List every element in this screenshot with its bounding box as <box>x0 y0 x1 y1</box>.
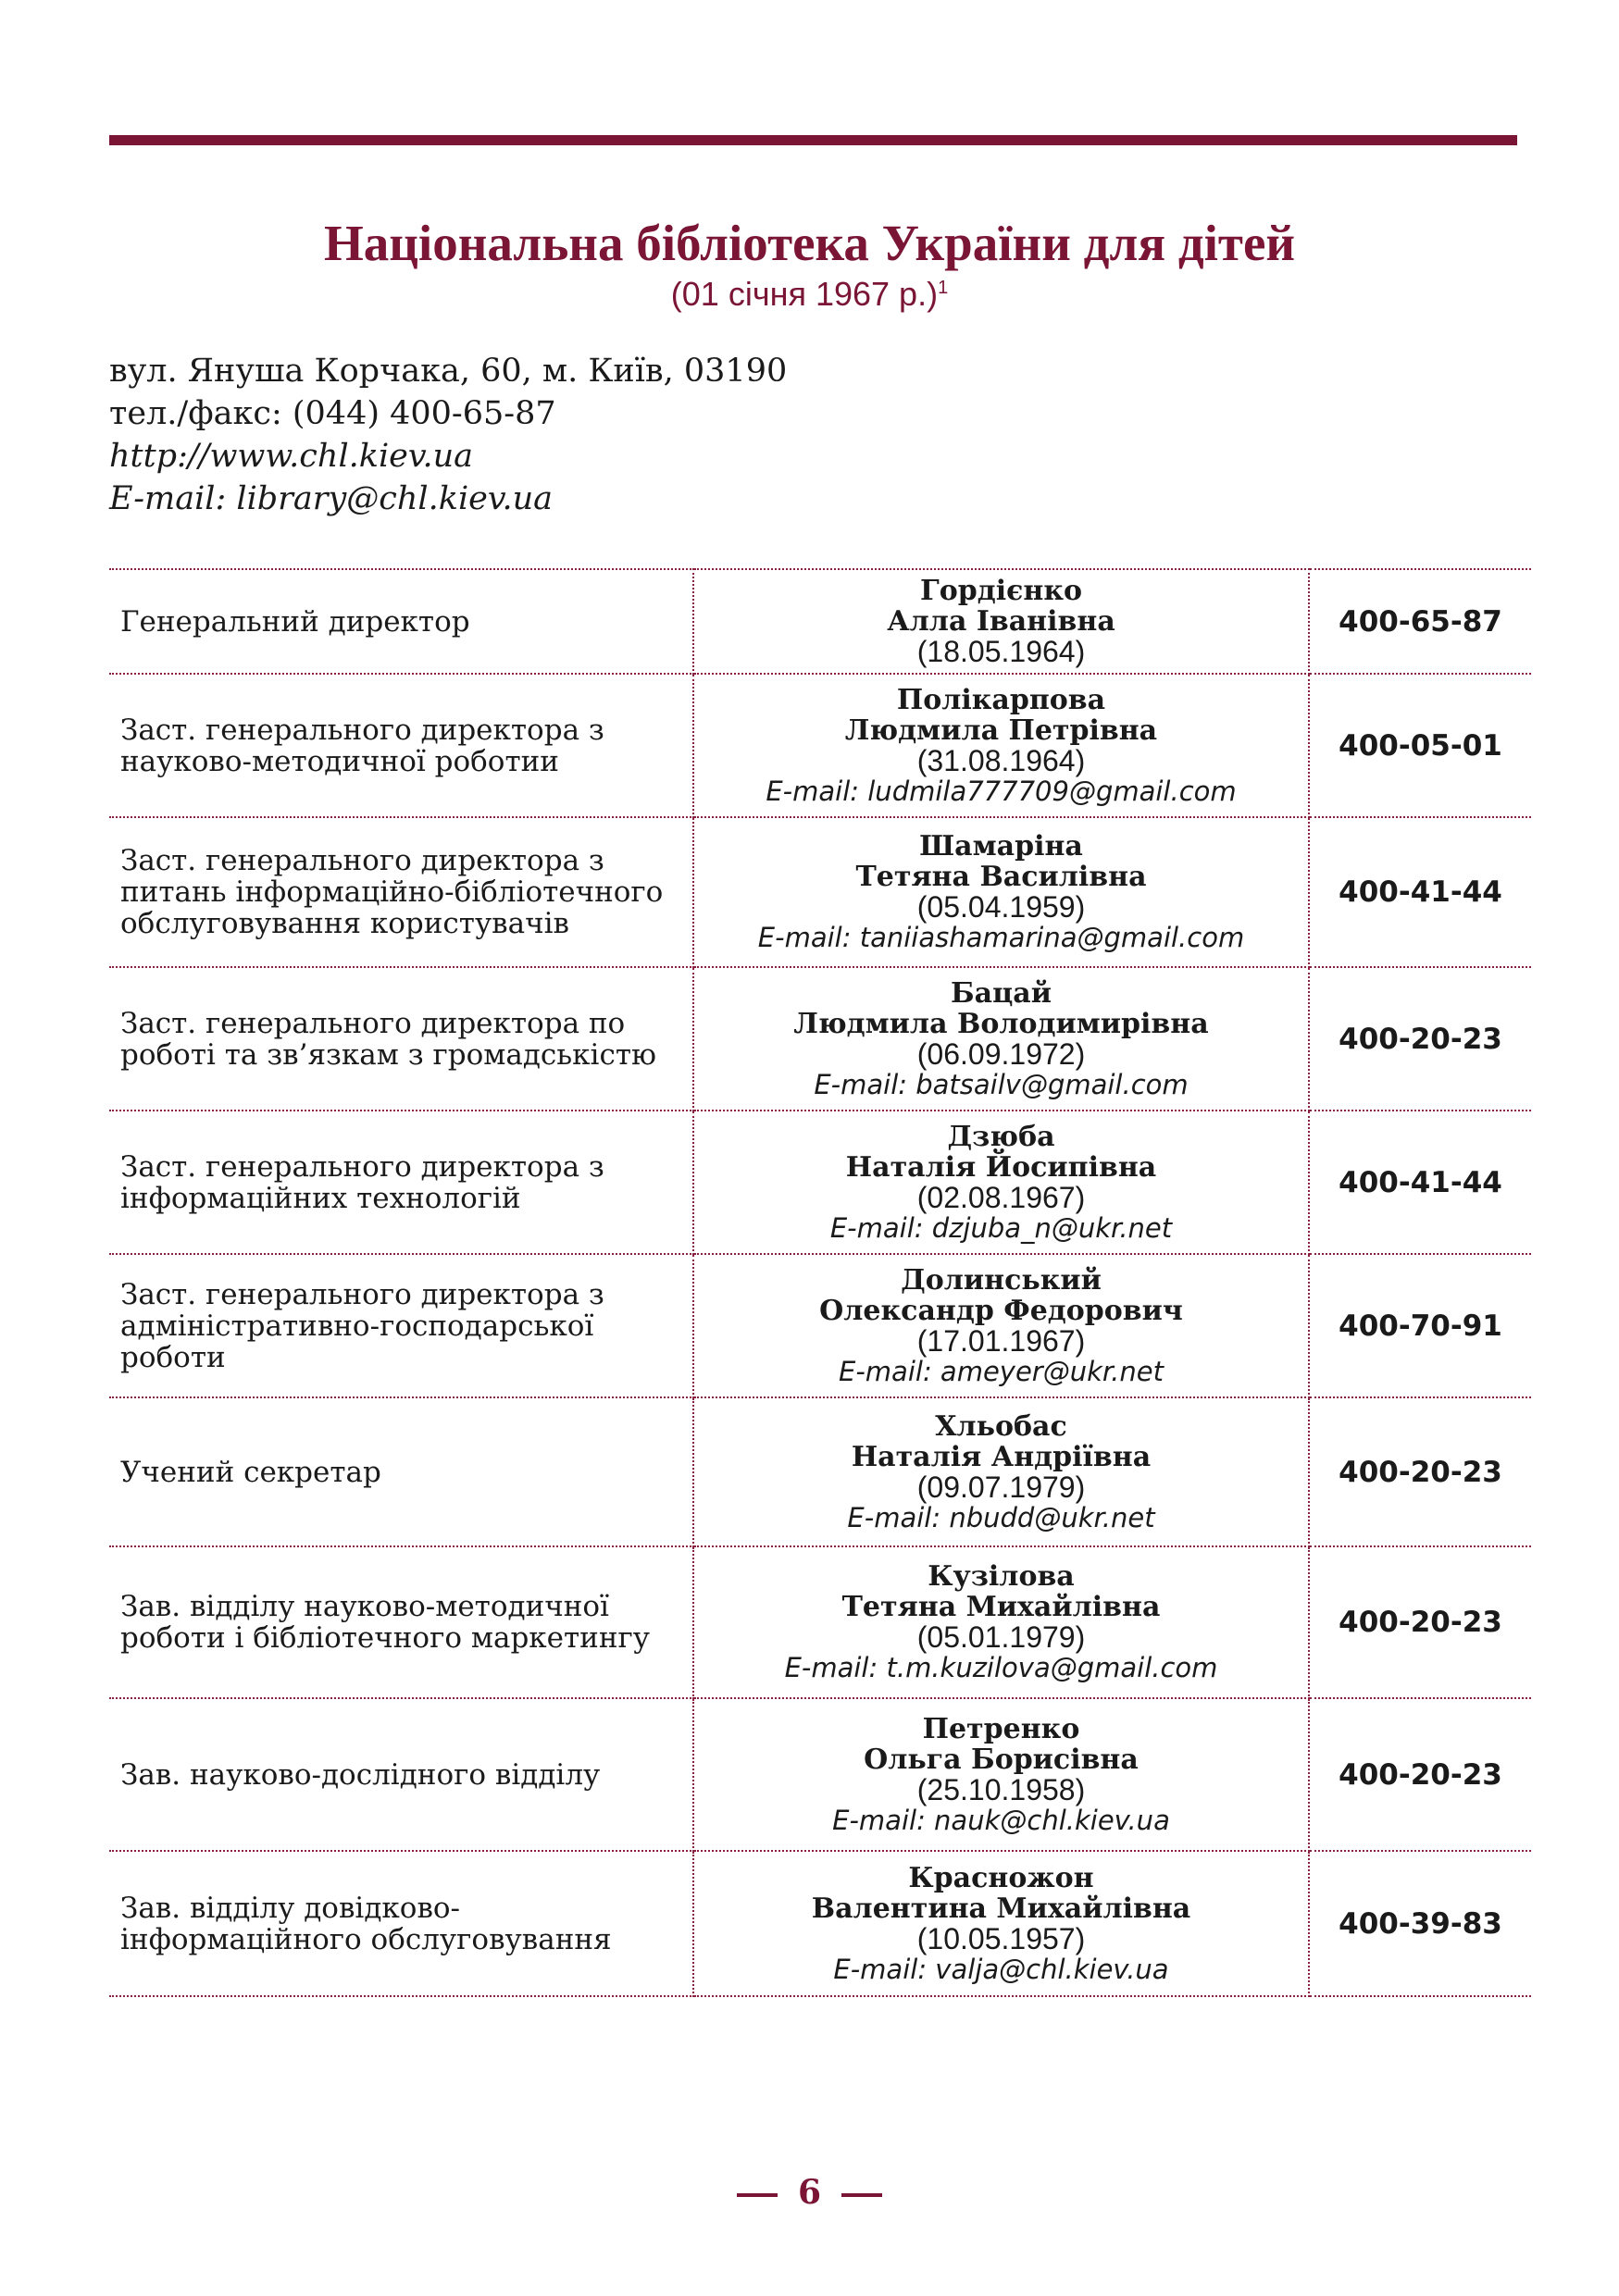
person-email[interactable]: E-mail: nauk@chl.kiev.ua <box>832 1804 1170 1836</box>
founding-date: (01 січня 1967 р.) <box>670 275 939 313</box>
position-cell: Заст. генерального директора з науково-методичної роботии <box>109 674 693 817</box>
phone-fax: тел./факс: (044) 400-65-87 <box>109 395 556 432</box>
person-cell <box>693 1111 1309 1254</box>
position-cell: Заст. генерального директора з питань інформаційно-бібліотечного обслуговування користувачів <box>109 817 693 967</box>
person-name: Ольга Борисівна <box>864 1743 1139 1776</box>
position-cell: Заст. генерального директора з інформаційних технологій <box>109 1111 693 1254</box>
birth-date: (02.08.1967) <box>916 1180 1086 1214</box>
footer-dash-right <box>841 2193 882 2197</box>
title-block <box>0 213 1619 315</box>
birth-date: (10.05.1957) <box>916 1921 1086 1955</box>
page-title: Національна бібліотека України для дітей <box>323 215 1296 271</box>
table-row <box>109 1851 1531 1996</box>
table-row <box>109 1546 1531 1698</box>
person-cell <box>693 674 1309 817</box>
person-email[interactable]: E-mail: valja@chl.kiev.ua <box>833 1953 1169 1985</box>
birth-date: (31.08.1964) <box>916 743 1086 777</box>
person-name: Людмила Володимирівна <box>793 1007 1209 1040</box>
position-cell: Заст. генерального директора по роботі та зв’язкам з громадськістю <box>109 967 693 1111</box>
person-cell <box>693 817 1309 967</box>
phone-cell: 400-20-23 <box>1309 1698 1531 1851</box>
birth-date: (06.09.1972) <box>916 1036 1086 1071</box>
person-surname: Бацай <box>951 976 1052 1010</box>
person-email[interactable]: E-mail: dzjuba_n@ukr.net <box>829 1211 1173 1244</box>
phone-cell: 400-41-44 <box>1309 1111 1531 1254</box>
table-row <box>109 1254 1531 1397</box>
phone-cell: 400-20-23 <box>1309 967 1531 1111</box>
position-cell: Зав. відділу науково-методичної роботи і бібліотечного маркетингу <box>109 1546 693 1698</box>
birth-date: (05.01.1979) <box>916 1620 1086 1654</box>
person-surname: Гордієнко <box>920 575 1082 607</box>
phone-cell: 400-70-91 <box>1309 1254 1531 1397</box>
position-cell: Учений секретар <box>109 1397 693 1546</box>
phone-cell: 400-41-44 <box>1309 817 1531 967</box>
person-cell <box>693 1397 1309 1546</box>
person-surname: Дзюба <box>947 1120 1055 1153</box>
person-email[interactable]: E-mail: ameyer@ukr.net <box>839 1355 1164 1387</box>
person-email[interactable]: E-mail: nbudd@ukr.net <box>847 1501 1155 1533</box>
position-cell: Заст. генерального директора з адміністративно-господарської роботи <box>109 1254 693 1397</box>
phone-cell: 400-39-83 <box>1309 1851 1531 1996</box>
birth-date: (05.04.1959) <box>916 890 1086 924</box>
address: вул. Януша Корчака, 60, м. Київ, 03190 <box>109 353 788 390</box>
person-name: Тетяна Михайлівна <box>841 1591 1161 1623</box>
page-footer <box>0 2173 1619 2212</box>
person-name: Наталія Андріївна <box>851 1440 1152 1473</box>
person-cell <box>693 1851 1309 1996</box>
person-name: Людмила Петрівна <box>844 714 1158 747</box>
phone-cell: 400-20-23 <box>1309 1546 1531 1698</box>
table-row <box>109 967 1531 1111</box>
table-row <box>109 817 1531 967</box>
person-name: Наталія Йосипівна <box>845 1150 1157 1184</box>
person-name: Алла Іванівна <box>887 605 1115 638</box>
person-surname: Шамаріна <box>919 830 1083 863</box>
email-link[interactable]: E-mail: library@chl.kiev.ua <box>109 480 554 517</box>
phone-cell: 400-65-87 <box>1309 569 1531 674</box>
table-row <box>109 569 1531 674</box>
position-cell: Зав. відділу довідково-інформаційного обслуговування <box>109 1851 693 1996</box>
footnote-mark: 1 <box>938 278 949 298</box>
staff-table <box>109 568 1531 1997</box>
birth-date: (18.05.1964) <box>916 635 1086 668</box>
person-cell <box>693 967 1309 1111</box>
phone-cell: 400-05-01 <box>1309 674 1531 817</box>
person-email[interactable]: E-mail: ludmila777709@gmail.com <box>766 775 1237 807</box>
contact-block <box>109 350 787 520</box>
birth-date: (17.01.1967) <box>916 1323 1086 1358</box>
birth-date: (09.07.1979) <box>916 1470 1086 1504</box>
position-cell: Генеральний директор <box>109 569 693 674</box>
person-name: Валентина Михайлівна <box>811 1892 1191 1925</box>
person-surname: Кузілова <box>928 1560 1075 1593</box>
table-row <box>109 1397 1531 1546</box>
position-cell: Зав. науково-дослідного відділу <box>109 1698 693 1851</box>
person-cell <box>693 1254 1309 1397</box>
person-surname: Полікарпова <box>896 683 1106 716</box>
person-email[interactable]: E-mail: batsailv@gmail.com <box>814 1068 1189 1100</box>
person-cell <box>693 1698 1309 1851</box>
phone-cell: 400-20-23 <box>1309 1397 1531 1546</box>
person-surname: Петренко <box>922 1712 1080 1745</box>
person-cell <box>693 569 1309 674</box>
person-name: Тетяна Василівна <box>855 861 1147 893</box>
person-email[interactable]: E-mail: t.m.kuzilova@gmail.com <box>784 1652 1218 1683</box>
birth-date: (25.10.1958) <box>916 1772 1086 1806</box>
staff-table-body <box>109 569 1531 1996</box>
top-rule <box>109 135 1517 145</box>
page-number: 6 <box>797 2173 822 2212</box>
person-surname: Долинський <box>901 1263 1102 1297</box>
table-row <box>109 674 1531 817</box>
page-subtitle <box>0 274 1619 315</box>
person-cell <box>693 1546 1309 1698</box>
table-row <box>109 1698 1531 1851</box>
person-name: Олександр Федорович <box>819 1294 1183 1327</box>
footer-dash-left <box>737 2193 778 2197</box>
person-surname: Красножон <box>908 1861 1094 1894</box>
website-link[interactable]: http://www.chl.kiev.ua <box>109 438 474 475</box>
person-surname: Хльобас <box>935 1409 1067 1443</box>
person-email[interactable]: E-mail: taniiashamarina@gmail.com <box>757 922 1245 953</box>
table-row <box>109 1111 1531 1254</box>
